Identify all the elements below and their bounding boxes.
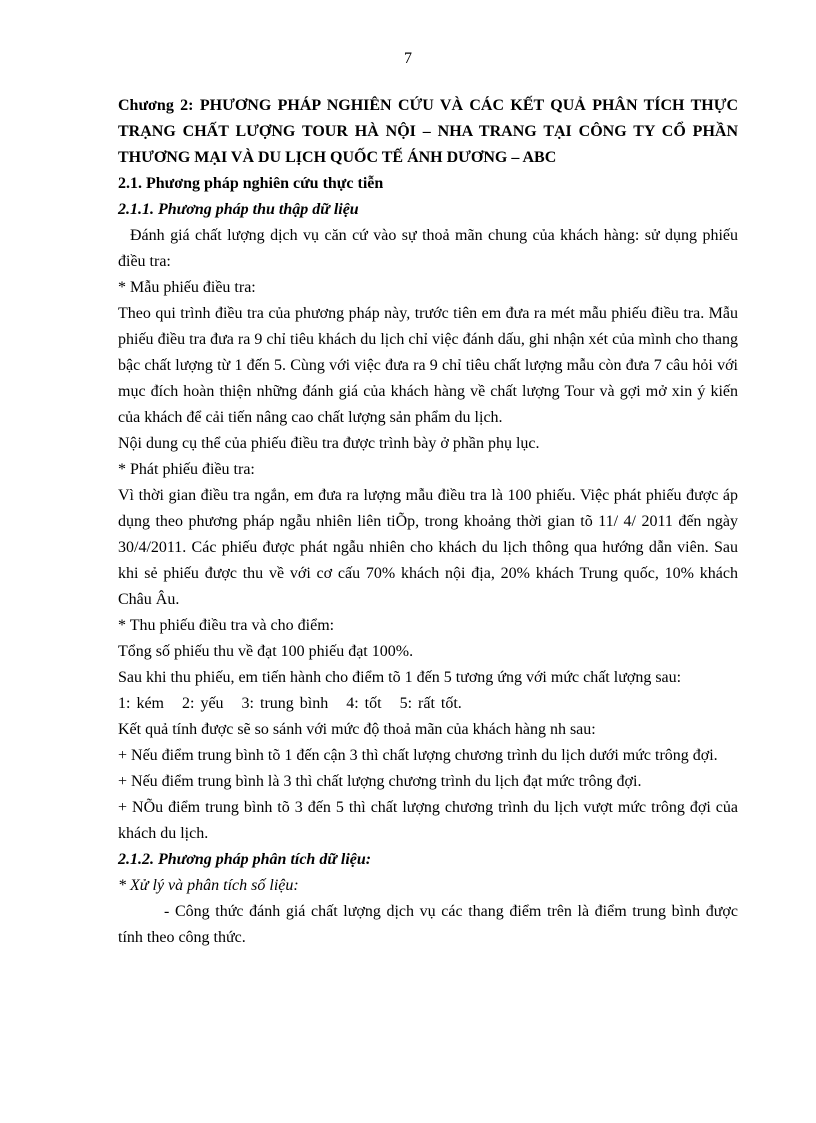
score-item: 4: tốt xyxy=(346,695,382,712)
paragraph-survey-form: Theo qui trình điều tra của phương pháp này, trước tiên em đưa ra mét mẫu phiếu điều tra. Mẫu phiếu điều tra đưa ra 9 chỉ tiêu khách du lịch chỉ việc đánh dấu, ghi nhận xét của mình cho thang bậc chất lượng từ 1 đến 5. Cùng với việc đưa ra 9 chỉ tiêu chất lượng mẫu còn đưa 7 câu hỏi với mục đích hoàn thiện những đánh giá của khách hàng về chất lượng Tour và gợi mở xin ý kiến của khách để cải tiến nâng cao chất lượng sản phẩm du lịch. xyxy=(118,305,738,426)
score-item: 3: trung bình xyxy=(241,695,329,712)
bullet-collect-score: * Thu phiếu điều tra và cho điểm: xyxy=(118,617,335,634)
paragraph-intro: Đánh giá chất lượng dịch vụ căn cứ vào sự thoả mãn chung của khách hàng: sử dụng phiếu điều tra: xyxy=(118,227,738,270)
document-body xyxy=(118,93,738,951)
rule-meets-expectation: + Nếu điểm trung bình là 3 thì chất lượng chương trình du lịch đạt mức trông đợi. xyxy=(118,773,642,790)
score-item: 1: kém xyxy=(118,695,164,712)
page-number: 7 xyxy=(404,50,412,67)
paragraph-content-note: Nội dung cụ thể của phiếu điều tra được trình bày ở phần phụ lục. xyxy=(118,435,540,452)
paragraph-formula: - Công thức đánh giá chất lượng dịch vụ các thang điểm trên là điểm trung bình được tính theo công thức. xyxy=(118,903,738,946)
bullet-distribute-form: * Phát phiếu điều tra: xyxy=(118,461,255,478)
section-heading-2-1-1: 2.1.1. Phương pháp thu thập dữ liệu xyxy=(118,201,359,218)
rule-below-expectation: + Nếu điểm trung bình tõ 1 đến cận 3 thì chất lượng chương trình du lịch dưới mức trông đợi. xyxy=(118,747,718,764)
paragraph-total-collected: Tổng số phiếu thu về đạt 100 phiếu đạt 100%. xyxy=(118,643,414,660)
paragraph-distribute-form: Vì thời gian điều tra ngắn, em đưa ra lượng mẫu điều tra là 100 phiếu. Việc phát phiếu được áp dụng theo phương pháp ngẫu nhiên liên tiÕp, trong khoảng thời gian tõ 11/ 4/ 2011 đến ngày 30/4/2011. Các phiếu được phát ngẫu nhiên cho khách du lịch thông qua hướng dẫn viên. Sau khi sẻ phiếu được thu về với cơ cấu 70% khách nội địa, 20% khách Trung quốc, 10% khách Châu Âu. xyxy=(118,487,738,608)
bullet-survey-form: * Mẫu phiếu điều tra: xyxy=(118,279,256,296)
rule-exceeds-expectation: + NÕu điểm trung bình tõ 3 đến 5 thì chất lượng chương trình du lịch vượt mức trông đợi của khách du lịch. xyxy=(118,799,738,842)
chapter-title: Chương 2: PHƯƠNG PHÁP NGHIÊN CỨU VÀ CÁC KẾT QUẢ PHÂN TÍCH THỰC TRẠNG CHẤT LƯỢNG TOUR HÀ NỘI – NHA TRANG TẠI CÔNG TY CỔ PHẦN THƯƠNG MẠI VÀ DU LỊCH QUỐC TẾ ÁNH DƯƠNG – ABC xyxy=(118,97,738,166)
score-item: 5: rất tốt. xyxy=(399,695,462,712)
score-scale xyxy=(118,691,738,717)
paragraph-scoring: Sau khi thu phiếu, em tiến hành cho điểm tõ 1 đến 5 tương ứng với mức chất lượng sau: xyxy=(118,669,682,686)
score-item: 2: yếu xyxy=(182,695,224,712)
section-heading-2-1-2: 2.1.2. Phương pháp phân tích dữ liệu: xyxy=(118,851,372,868)
paragraph-result-compare: Kết quả tính được sẽ so sánh với mức độ thoả mãn của khách hàng nh sau: xyxy=(118,721,596,738)
subheading-data-processing: * Xử lý và phân tích số liệu: xyxy=(118,877,299,894)
section-heading-2-1: 2.1. Phương pháp nghiên cứu thực tiễn xyxy=(118,175,384,192)
